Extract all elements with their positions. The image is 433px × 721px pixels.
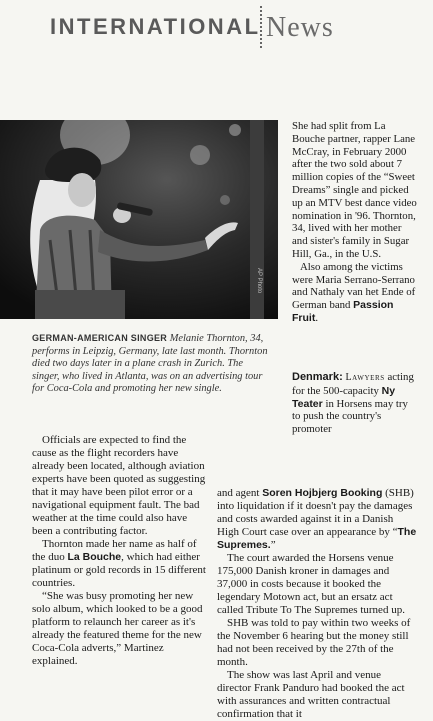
photo-caption bbox=[32, 332, 270, 396]
text-span: acting for the 500-capacity bbox=[292, 371, 414, 397]
concert-photo bbox=[0, 120, 278, 319]
paragraph: SHB was told to pay within two weeks of the November 6 hearing but the money still had not been received by the 27th of the month. bbox=[217, 617, 411, 668]
paragraph: The show was last April and venue director Frank Panduro had booked the act with assurances and written contractual confirmation that it bbox=[217, 669, 405, 720]
section-title-news: News bbox=[266, 12, 334, 43]
text-span: ” bbox=[270, 539, 276, 551]
agent-name: Soren Hojbjerg Booking bbox=[262, 487, 383, 499]
act-name: The Supremes. bbox=[217, 526, 417, 551]
paragraph bbox=[217, 487, 417, 552]
duo-name: La Bouche bbox=[67, 551, 122, 563]
section-header bbox=[0, 0, 433, 60]
text-span: Thornton made her name as half of the duo bbox=[32, 538, 197, 563]
paragraph bbox=[292, 261, 417, 325]
singer-performing-image bbox=[0, 120, 278, 319]
caption-name: Melanie Thornton, bbox=[169, 333, 248, 344]
caption-lead: GERMAN-AMERICAN SINGER bbox=[32, 333, 168, 343]
section-title-international: INTERNATIONAL bbox=[50, 14, 261, 39]
article-column-left bbox=[32, 434, 210, 668]
dateline-denmark: Denmark: bbox=[292, 371, 343, 383]
text-span: and agent bbox=[217, 487, 260, 499]
article-column-right-top bbox=[292, 120, 417, 325]
text-span: Also among the victims were Maria Serrano-Serrano and Nathaly van het Ende of German band bbox=[292, 260, 416, 312]
text-span: (SHB) into liquidation if it doesn't pay the damages and costs awarded against it in a Danish High Court case over an appearance by “ bbox=[217, 487, 414, 538]
denmark-section bbox=[292, 371, 417, 436]
header-divider bbox=[260, 6, 262, 48]
text-span: . bbox=[315, 311, 319, 324]
text-span: , which had either platinum or gold records in 15 different countries. bbox=[32, 551, 206, 589]
band-name: Passion Fruit bbox=[292, 299, 394, 324]
paragraph: “She was busy promoting her new solo album, which looked to be a good platform to relaunch her career as it's already the featured theme for the new Coca-Cola adverts,” Martinez explained. bbox=[32, 590, 203, 667]
caption-text: 34, performs in Leipzig, Germany, late last month. Thornton died two days later in a plane crash in Zurich. The singer, who lived in Atlanta, was on an advertising tour for Coca-Cola and promoting her new single. bbox=[32, 333, 268, 395]
paragraph: The court awarded the Horsens venue 175,000 Danish kroner in damages and 37,000 in costs because it booked the legendary Motown act, but an ersatz act called Tribute To The Supremes turned up. bbox=[217, 552, 405, 616]
venue-name: Ny Teater bbox=[292, 384, 396, 410]
text-span: in Horsens may try to push the country's promoter bbox=[292, 397, 408, 436]
text-span: Lawyers bbox=[345, 372, 385, 383]
paragraph bbox=[32, 538, 210, 590]
paragraph bbox=[292, 371, 417, 436]
article-column-right-bottom bbox=[217, 487, 417, 721]
paragraph: Officials are expected to find the cause as the flight recorders have already been located, although aviation experts have been quoted as suggesting that it may have been pilot error or a navigational equipment fault. The bad weather at the time could also have been a contributing factor. bbox=[32, 434, 206, 537]
paragraph: She had split from La Bouche partner, rapper Lane McCray, in February 2000 after the two sold about 7 million copies of the “Sweet Dreams” single and picked up an MTV best dance video nomination in '96. Thornton, 34, lived with her mother and sister's family in Sugar Hill, Ga., in the U.S. bbox=[292, 120, 417, 260]
photo-credit: AP Photo bbox=[256, 268, 262, 294]
